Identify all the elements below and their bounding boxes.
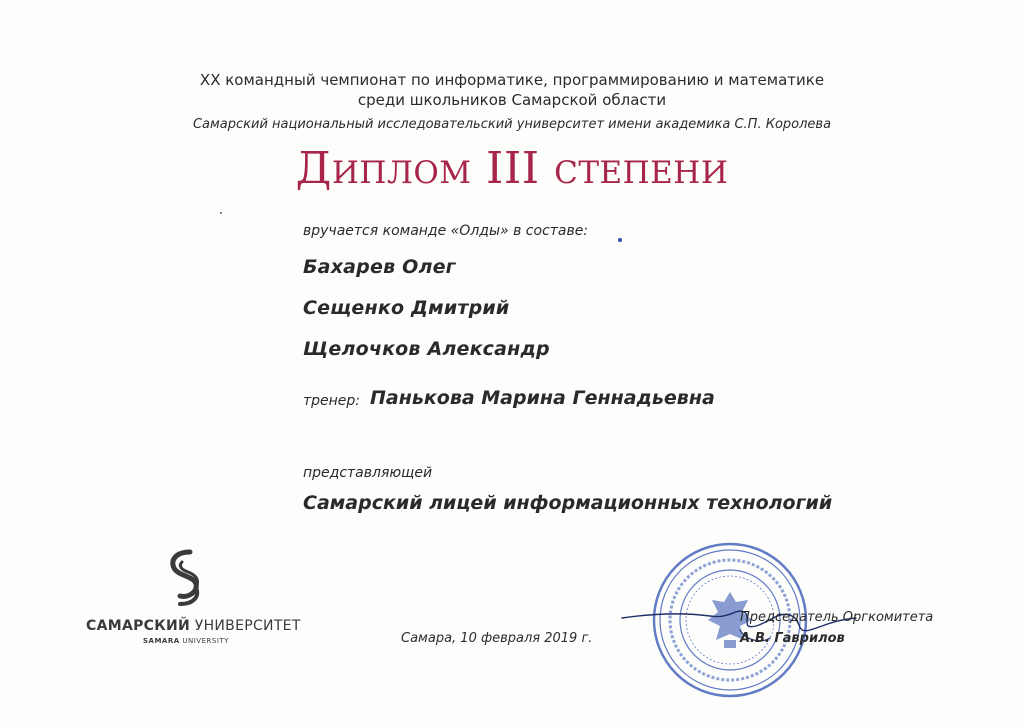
championship-title: XX командный чемпионат по информатике, программированию и математике xyxy=(199,71,825,89)
ink-dot xyxy=(618,238,622,242)
coach-label: тренер: xyxy=(303,393,361,409)
university-name: САМАРСКИЙ УНИВЕРСИТЕТ xyxy=(86,618,301,634)
paper-speck xyxy=(220,212,222,214)
award-text: вручается команде «Олды» в составе: xyxy=(303,223,589,239)
school-name: Самарский лицей информационных технологий xyxy=(303,492,833,514)
representing-label: представляющей xyxy=(303,465,433,481)
championship-subtitle: среди школьников Самарской области xyxy=(357,91,667,109)
chair-label: Председатель Оргкомитета xyxy=(740,610,934,625)
samara-university-logo-icon xyxy=(160,548,210,608)
chair-name: А.В. Гаврилов xyxy=(740,631,845,646)
diploma-title: Диплом III степени xyxy=(295,143,729,194)
handwritten-signature xyxy=(620,590,860,660)
place-and-date: Самара, 10 февраля 2019 г. xyxy=(401,631,593,646)
team-member: Сещенко Дмитрий xyxy=(303,297,510,319)
coach-name: Панькова Марина Геннадьевна xyxy=(370,387,715,409)
university-name-en: SAMARA UNIVERSITY xyxy=(143,637,229,645)
team-member: Бахарев Олег xyxy=(303,256,456,278)
team-member: Щелочков Александр xyxy=(303,338,550,360)
organizer-name: Самарский национальный исследовательский университет имени академика С.П. Королева xyxy=(192,117,832,132)
